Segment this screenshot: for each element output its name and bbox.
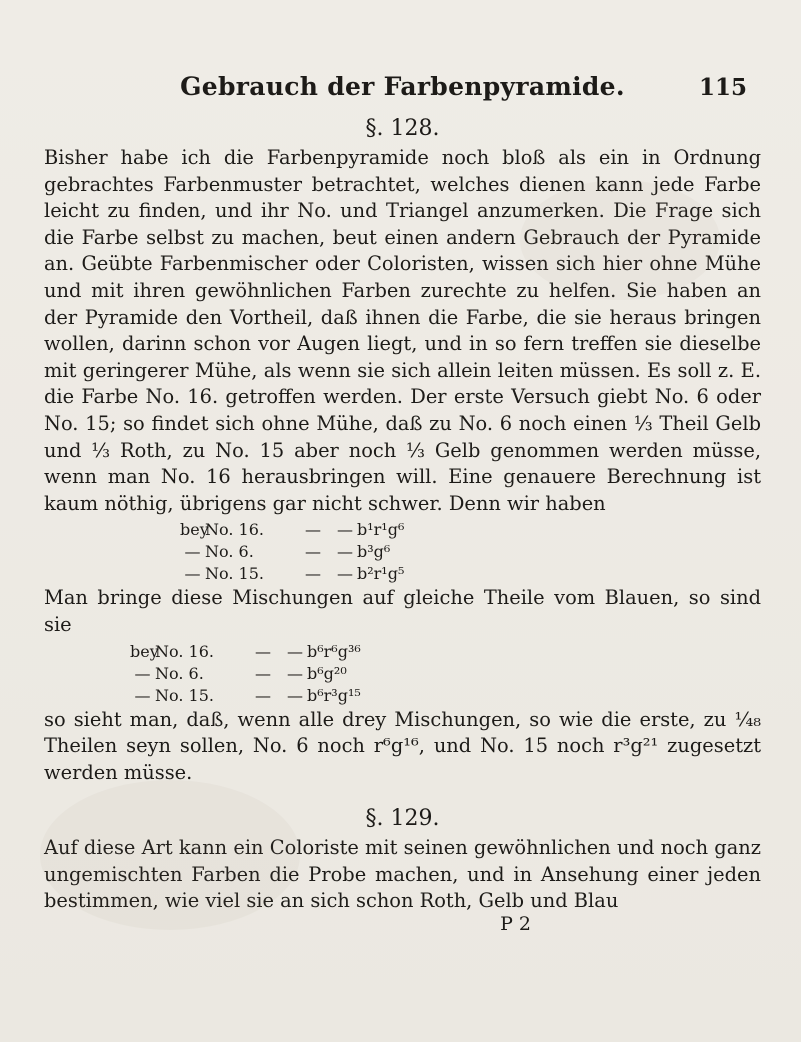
row-prefix: —: [134, 685, 151, 705]
row-prefix: bey: [180, 520, 209, 540]
paragraph: so sieht man, daß, wenn alle drey Mischungen, so wie die erste, zu ¹⁄₄₈ Theilen seyn sollen, No. 6 noch r⁶g¹⁶, und No. 15 noch r³g²¹ zugesetzt werden müsse.: [44, 707, 761, 784]
section-heading: §. 129.: [365, 806, 440, 832]
table-row: [130, 641, 761, 663]
mixture-table: [180, 519, 761, 585]
row-dash: —: [287, 663, 303, 683]
table-row: [180, 541, 761, 563]
row-dash: —: [287, 641, 303, 661]
row-number: No. 6.: [155, 663, 204, 683]
page-title: Gebrauch der Farbenpyramide.: [180, 72, 625, 101]
table-row: [180, 519, 761, 541]
row-number: No. 16.: [155, 641, 214, 661]
row-dash: —: [255, 663, 271, 683]
page-number: 115: [698, 74, 747, 101]
paragraph: Man bringe diese Mischungen auf gleiche Theile vom Blauen, so sind sie: [44, 586, 761, 636]
row-formula: b⁶r⁶g³⁶: [307, 641, 361, 661]
section-heading: §. 128.: [365, 116, 440, 141]
paragraph: Bisher habe ich die Farbenpyramide noch bloß als ein in Ordnung gebrachtes Farbenmuster betrachtet, welches dienen kann jede Farbe leicht zu finden, und ihr No. und Triangel anzumerken. Die Frage sich die Farbe selbst zu machen, beut einen andern Gebrauch der Pyramide an. Geübte Farbenmischer oder Coloristen, wissen sich hier ohne Mühe und mit ihren gewöhnlichen Farben zurechte zu helfen. Sie haben an der Pyramide den Vortheil, daß ihnen die Farbe, die sie heraus bringen wollen, darinn schon vor Augen liegt, und in so fern treffen sie dieselbe mit geringerer Mühe, als wenn sie sich allein leiten müssen. Es soll z. E. die Farbe No. 16. getroffen werden. Der erste Versuch giebt No. 6 oder No. 15; so findet sich ohne Mühe, daß zu No. 6 noch einen ⅓ Theil Gelb und ⅓ Roth, zu No. 15 aber noch ⅓ Gelb genommen werden müsse, wenn man No. 16 herausbringen will. Eine genauere Berechnung ist kaum nöthig, übrigens gar nicht schwer. Denn wir haben: [44, 146, 761, 515]
mixture-table: [130, 641, 761, 707]
row-formula: b²r¹g⁵: [357, 564, 405, 584]
paper-stain: [520, 180, 720, 300]
row-dash: —: [255, 641, 271, 661]
row-dash: —: [337, 520, 353, 540]
row-prefix: —: [184, 564, 201, 584]
row-prefix: —: [134, 663, 151, 683]
catchword: P 2: [500, 913, 531, 936]
table-row: [130, 663, 761, 685]
row-number: No. 15.: [155, 685, 214, 705]
row-dash: —: [337, 564, 353, 584]
row-number: No. 15.: [205, 564, 264, 584]
row-number: No. 16.: [205, 520, 264, 540]
table-row: [180, 563, 761, 585]
table-row: [130, 685, 761, 707]
row-formula: b⁶g²⁰: [307, 663, 347, 683]
row-formula: b³g⁶: [357, 542, 391, 562]
row-prefix: bey: [130, 641, 159, 661]
row-dash: —: [305, 564, 321, 584]
paragraph: Auf diese Art kann ein Coloriste mit seinen gewöhnlichen und noch ganz ungemischten Farben die Probe machen, und in Ansehung einer jeden bestimmen, wie viel sie an sich schon Roth, Gelb und Blau: [44, 836, 761, 913]
row-dash: —: [305, 542, 321, 562]
running-head: [44, 70, 761, 110]
row-dash: —: [337, 542, 353, 562]
row-formula: b¹r¹g⁶: [357, 520, 405, 540]
row-dash: —: [255, 685, 271, 705]
paper-stain: [40, 780, 300, 930]
row-prefix: —: [184, 542, 201, 562]
row-dash: —: [305, 520, 321, 540]
row-dash: —: [287, 685, 303, 705]
row-formula: b⁶r³g¹⁵: [307, 685, 361, 705]
row-number: No. 6.: [205, 542, 254, 562]
